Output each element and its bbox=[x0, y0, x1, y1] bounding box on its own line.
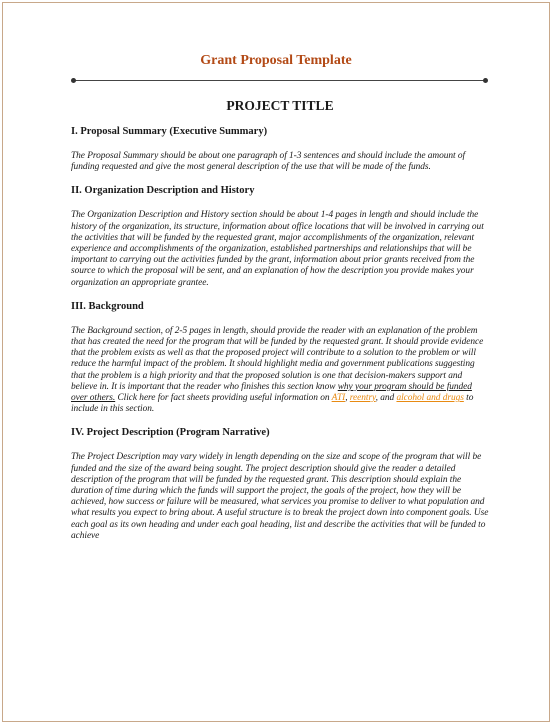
section-heading-project-description: IV. Project Description (Program Narrative) bbox=[71, 427, 270, 439]
document-page bbox=[2, 2, 550, 722]
section-body-summary: The Proposal Summary should be about one paragraph of 1-3 sentences and should include the amount of funding requested and give the most general description of the use that will be made of the funds. bbox=[71, 151, 466, 173]
link-alcohol-and-drugs[interactable]: alcohol and drugs bbox=[396, 393, 464, 404]
link-reentry[interactable]: reentry bbox=[349, 393, 376, 404]
title-divider bbox=[73, 80, 486, 81]
background-underlined-text: why your program should be funded over others. bbox=[71, 381, 472, 404]
document-title: Grant Proposal Template bbox=[200, 53, 352, 68]
section-body-project-description: The Project Description may vary widely in length depending on the size and scope of the program that will be funded and the size of the award being sought. The project description should give the reader a detailed description of the program that will be funded by the requested grant. This description should explain the duration of time during which the funds will support the project, the goals of the project, how they will be achieved, how success or failure will be measured, what services you promise to deliver to what population and what results you expect to bring about. A useful structure is to break the project down into component goals. Use each goal as its own heading and under each goal heading, list and describe the activities that will be funded to achieve bbox=[71, 452, 489, 541]
background-text-1: The Background section, of 2-5 pages in length, should provide the reader with an explanation of the problem that has created the need for the program that will be funded by the requested grant. It should provide evidence that the problem exists as well as that the proposed project will contribute to a solution to the problem or will reduce the harmful impact of the problem. It should highlight media and government publications suggesting that the problem is a high priority and that the proposed solution is one that decision-makers support and believe in. It is important that the reader who finishes this section know bbox=[71, 325, 484, 392]
background-text-2: Click here for fact sheets providing useful information on bbox=[115, 393, 332, 404]
section-body-organization: The Organization Description and History section should be about 1-4 pages in length and should include the history of the organization, its structure, information about office locations that will be involved in carrying out the activities that will be funded by the requested grant, major accomplishments of the organization, relevant experience and accomplishments of the organization, established partnerships and relationships that will be important to carrying out the activities funded by the grant, information about prior grants received from the source to which the proposal will be sent, and an explanation of how the description you provide makes your organization an appropriate grantee. bbox=[71, 210, 484, 288]
document-content bbox=[71, 98, 489, 554]
section-heading-organization: II. Organization Description and History bbox=[71, 185, 255, 197]
section-heading-summary: I. Proposal Summary (Executive Summary) bbox=[71, 126, 268, 137]
link-atl[interactable]: ATI bbox=[331, 393, 346, 404]
background-text-3: to include in this section. bbox=[71, 393, 474, 415]
section-heading-background: III. Background bbox=[71, 300, 144, 312]
background-sep-1: , bbox=[345, 393, 350, 404]
project-title: PROJECT TITLE bbox=[226, 98, 334, 113]
section-body-background bbox=[71, 326, 489, 416]
background-sep-2: , and bbox=[375, 393, 397, 404]
